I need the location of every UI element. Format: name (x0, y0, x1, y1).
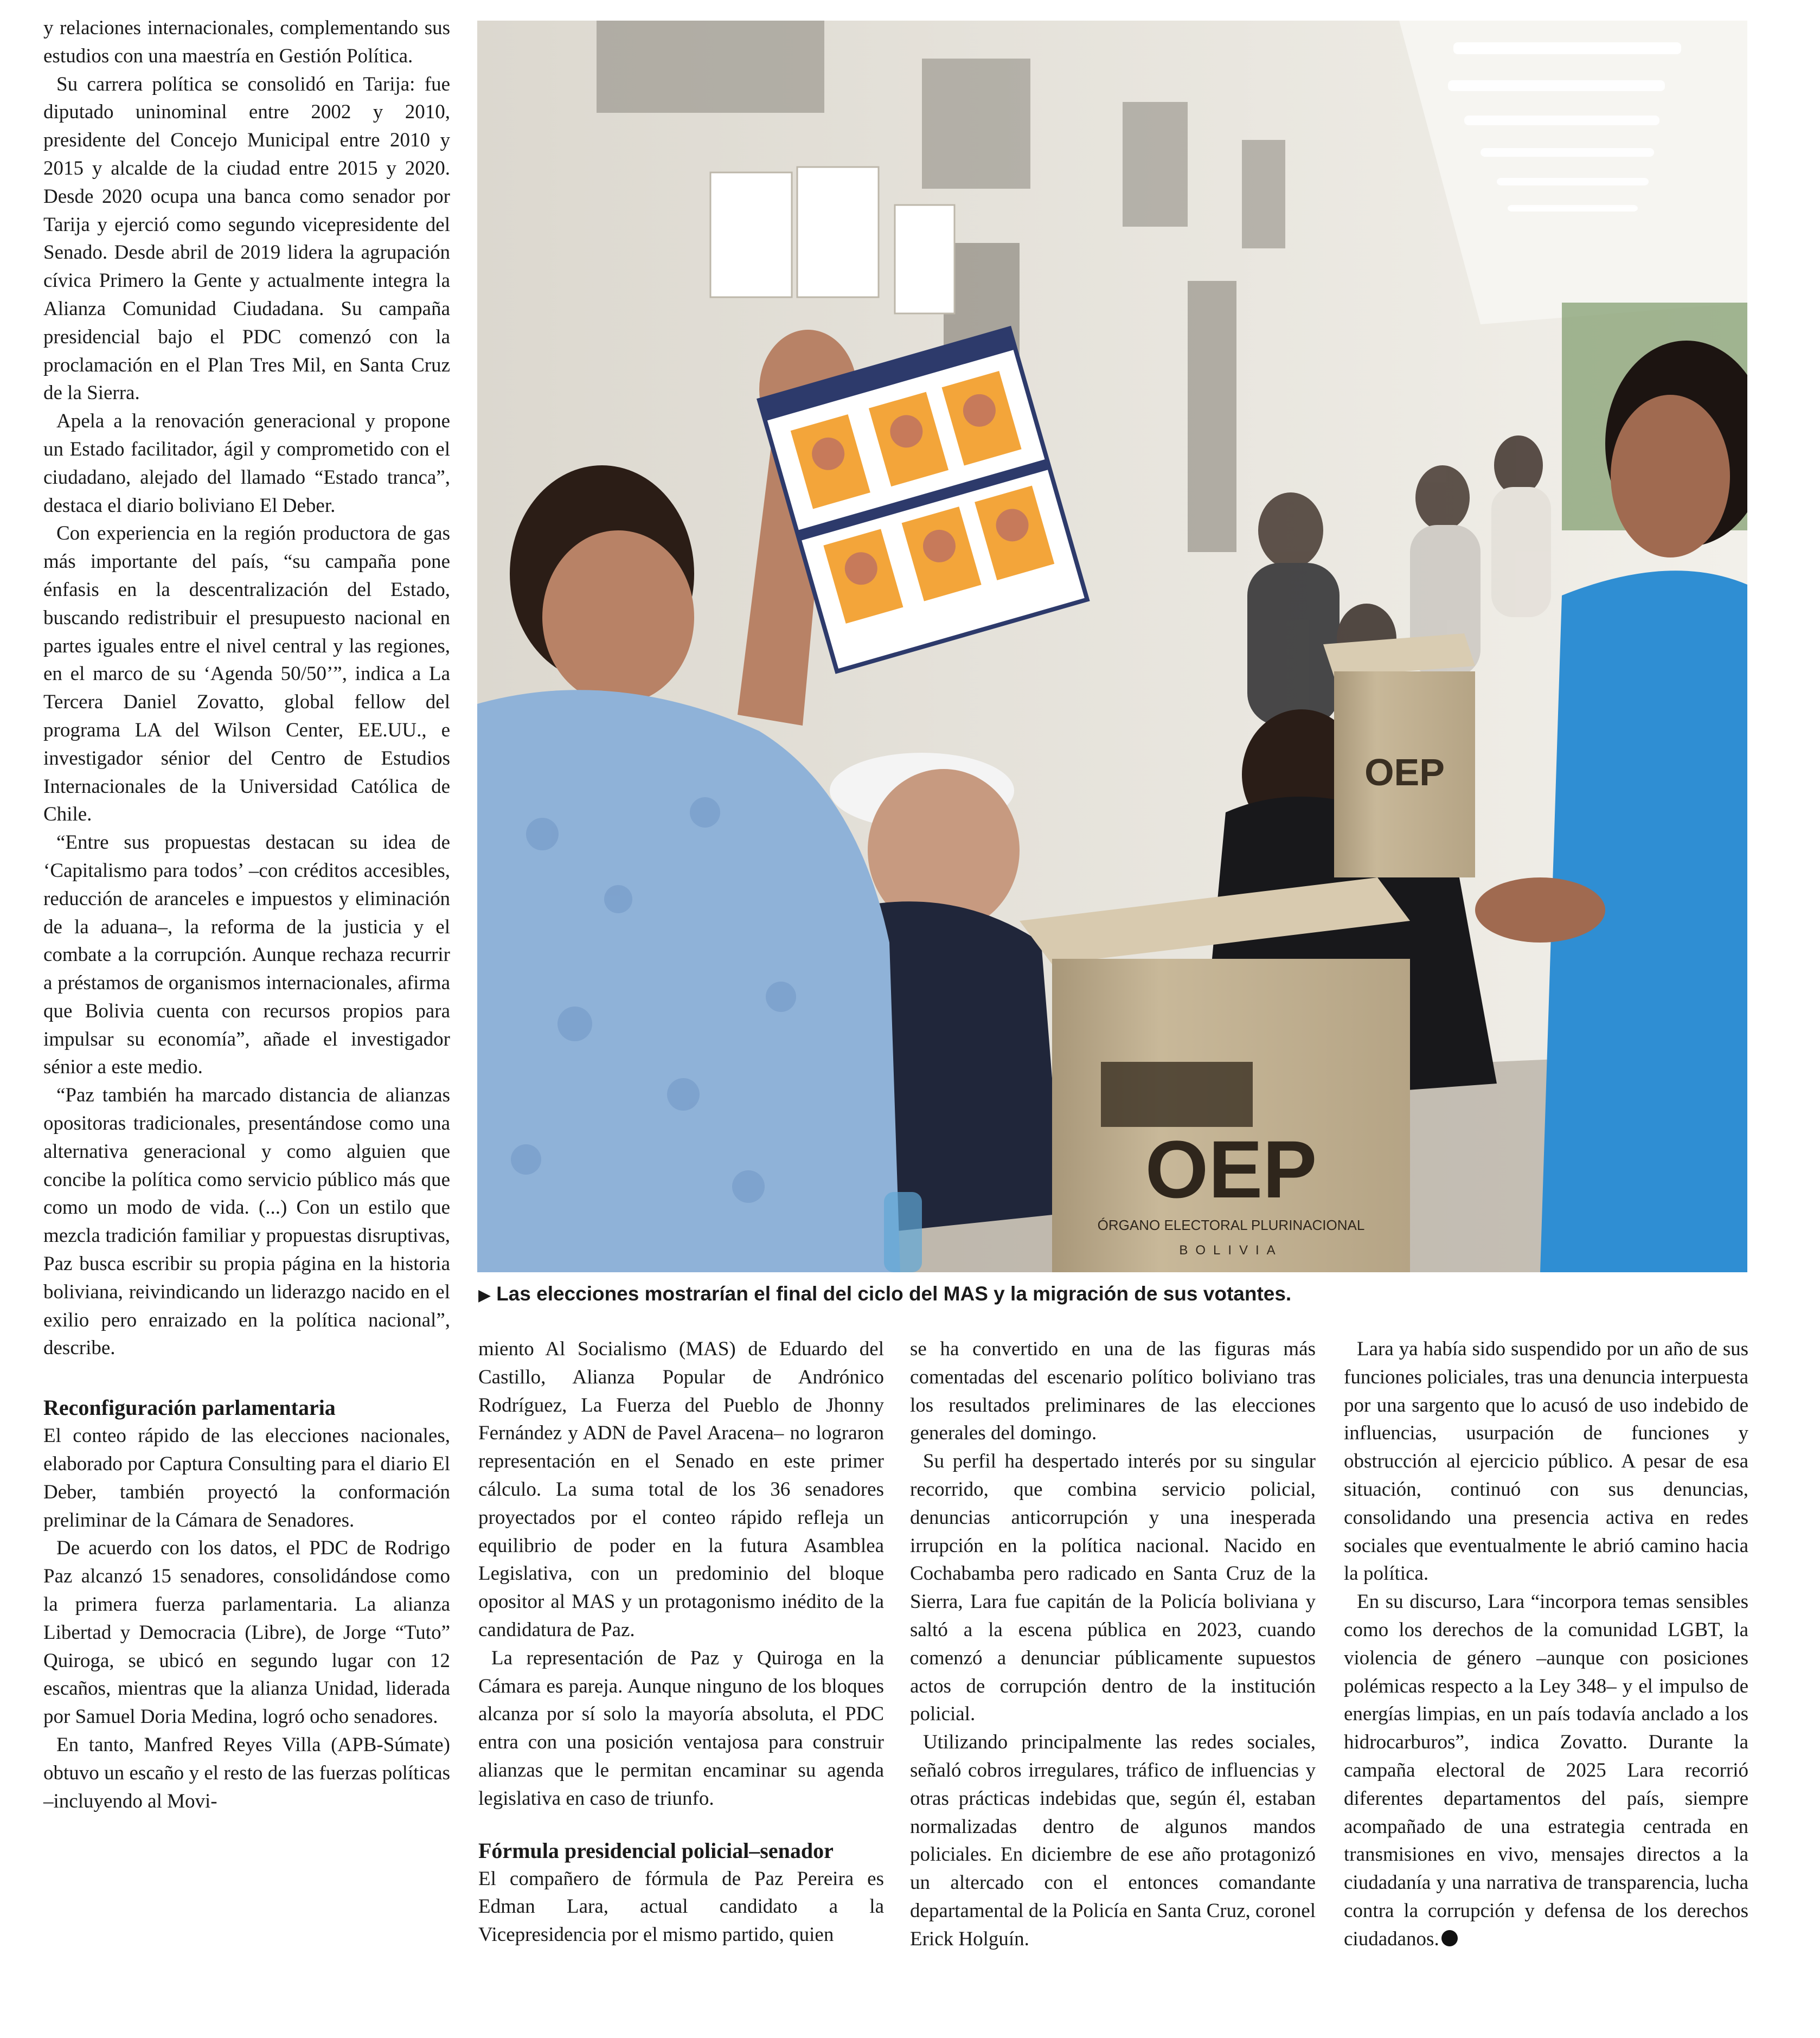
article-column-2 (478, 1335, 884, 1949)
paragraph: Apela a la renovación generacional y propone un Estado facilitador, ágil y comprometido con el ciudadano, alejado del llamado “Estado tranca”, destaca el diario boliviano El Deber. (43, 410, 450, 517)
article-column-1 (43, 14, 450, 1815)
paragraph: Con experiencia en la región productora de gas más importante del país, “su campaña pone énfasis en la descentralización del Estado, buscando redistribuir el presupuesto nacional en partes iguales entre el nivel central y las regiones, en el marco de su ‘Agenda 50/50’”, indica a La Tercera Daniel Zovatto, global fellow del programa LA del Wilson Center, EE.UU., e investigador sénior del Centro de Estudios Internacionales de la Universidad Católica de Chile. (43, 522, 450, 826)
caption-triangle-icon: ▶ (478, 1286, 491, 1304)
news-photo (477, 21, 1747, 1272)
paragraph: En tanto, Manfred Reyes Villa (APB-Súmate) obtuvo un escaño y el resto de las fuerzas políticas –incluyendo al Movi- (43, 1734, 450, 1812)
paragraph: miento Al Socialismo (MAS) de Eduardo del Castillo, Alianza Popular de Andrónico Rodríguez, La Fuerza del Pueblo de Jhonny Fernández y ADN de Pavel Aracena– no lograron representación en el Senado en este primer cálculo. La suma total de los 36 senadores proyectados por el conteo rápido refleja un equilibrio de poder en la futura Asamblea Legislativa, con un predominio del bloque opositor al MAS y un protagonismo inédito de la candidatura de Paz. (478, 1338, 884, 1641)
paragraph: Su perfil ha despertado interés por su singular recorrido, que combina servicio policial, denuncias anticorrupción y una inesperada irrupción en la política nacional. Nacido en Cochabamba pero radicado en Santa Cruz de la Sierra, Lara fue capitán de la Policía boliviana y saltó a la escena pública en 2023, cuando comenzó a denunciar públicamente supuestos actos de corrupción dentro de la institución policial. (910, 1450, 1316, 1726)
article-column-3 (910, 1335, 1316, 1953)
svg-text:OEP: OEP (1364, 751, 1445, 793)
svg-text:BOLIVIA: BOLIVIA (1179, 1243, 1283, 1258)
paragraph: “Entre sus propuestas destacan su idea de ‘Capitalismo para todos’ –con créditos accesibles, reducción de aranceles e impuestos y eliminación de la aduana–, la reforma de la justicia y el combate a la corrupción. Aunque rechaza recurrir a préstamos de organismos internacionales, afirma que Bolivia cuenta con recursos propios para impulsar su economía”, añade el investigador sénior a este medio. (43, 831, 450, 1079)
svg-text:ÓRGANO ELECTORAL PLURINACIONAL: ÓRGANO ELECTORAL PLURINACIONAL (1097, 1217, 1365, 1233)
subheading-reconfiguracion: Reconfiguración parlamentaria (43, 1395, 336, 1420)
paragraph: y relaciones internacionales, complementando sus estudios con una maestría en Gestión Política. (43, 17, 450, 67)
paragraph: Utilizando principalmente las redes sociales, señaló cobros irregulares, tráfico de influencias y otras prácticas indebidas que, según él, estaban normalizadas dentro de algunos mandos policiales. En diciembre de ese año protagonizó un altercado con el entonces comandante departamental de la Policía en Santa Cruz, coronel Erick Holguín. (910, 1731, 1316, 1950)
paragraph: El compañero de fórmula de Paz Pereira es Edman Lara, actual candidato a la Vicepresidencia por el mismo partido, quien (478, 1867, 884, 1946)
caption-text: Las elecciones mostrarían el final del ciclo del MAS y la migración de sus votantes. (496, 1283, 1292, 1305)
paragraph: Lara ya había sido suspendido por un año de sus funciones policiales, tras una denuncia interpuesta por una sargento que lo acusó de uso indebido de influencias, usurpación de funciones y obstrucción al ejercicio público. A pesar de esa situación, continuó con sus denuncias, consolidando una presencia activa en redes sociales que eventualmente le abrió camino hacia la política. (1344, 1338, 1748, 1585)
article-column-4 (1344, 1335, 1748, 1953)
paragraph: En su discurso, Lara “incorpora temas sensibles como los derechos de la comunidad LGBT, la violencia de género –aunque con posiciones polémicas respecto a la Ley 348– y el impulso de energías limpias, en un país todavía anclado a los hidrocarburos”, indica Zovatto. Durante la campaña electoral de 2025 Lara recorrió diferentes departamentos del país, siempre acompañado de una estrategia centrada en transmisiones en vivo, mensajes directos a la ciudadanía y una narrativa de transparencia, lucha contra la corrupción y defensa de los derechos ciudadanos. (1344, 1591, 1748, 1950)
photo-caption (478, 1280, 1747, 1310)
paragraph: De acuerdo con los datos, el PDC de Rodrigo Paz alcanzó 15 senadores, consolidándose como la primera fuerza parlamentaria. La alianza Libertad y Democracia (Libre), de Jorge “Tuto” Quiroga, se ubicó en segundo lugar con 12 escaños, mientras que la alianza Unidad, liderada por Samuel Doria Medina, logró ocho senadores. (43, 1537, 450, 1728)
paragraph: “Paz también ha marcado distancia de alianzas opositoras tradicionales, presentándose como una alternativa generacional y como alguien que concibe la política como servicio público más que como un modo de vida. (...) Con un estilo que mezcla tradición familiar y propuestas disruptivas, Paz busca escribir su propia página en la historia boliviana, reivindicando un liderazgo nacido en el exilio pero enraizado en la política nacional”, describe. (43, 1084, 450, 1360)
subheading-formula-presidencial: Fórmula presidencial policial–senador (478, 1838, 834, 1863)
paragraph: El conteo rápido de las elecciones nacionales, elaborado por Captura Consulting para el diario El Deber, también proyectó la conformación preliminar de la Cámara de Senadores. (43, 1425, 450, 1531)
end-of-article-icon (1441, 1930, 1458, 1946)
polling-station-photo (477, 21, 1747, 1272)
paragraph: se ha convertido en una de las figuras más comentadas del escenario político boliviano tras los resultados preliminares de las elecciones generales del domingo. (910, 1338, 1316, 1445)
paragraph: La representación de Paz y Quiroga en la Cámara es pareja. Aunque ninguno de los bloques alcanza por sí solo la mayoría absoluta, el PDC entra con una posición ventajosa para construir alianzas que le permitan encaminar su agenda legislativa en caso de triunfo. (478, 1646, 884, 1810)
svg-text:OEP: OEP (1145, 1124, 1317, 1215)
paragraph: Su carrera política se consolidó en Tarija: fue diputado uninominal entre 2002 y 2010, presidente del Concejo Municipal entre 2010 y 2015 y alcalde de la ciudad entre 2015 y 2020. Desde 2020 ocupa una banca como senador por Tarija y ejerció como segundo vicepresidente del Senado. Desde abril de 2019 lidera la agrupación cívica Primero la Gente y actualmente integra la Alianza Comunidad Ciudadana. Su campaña presidencial bajo el PDC comenzó con la proclamación en el Plan Tres Mil, en Santa Cruz de la Sierra. (43, 73, 450, 405)
